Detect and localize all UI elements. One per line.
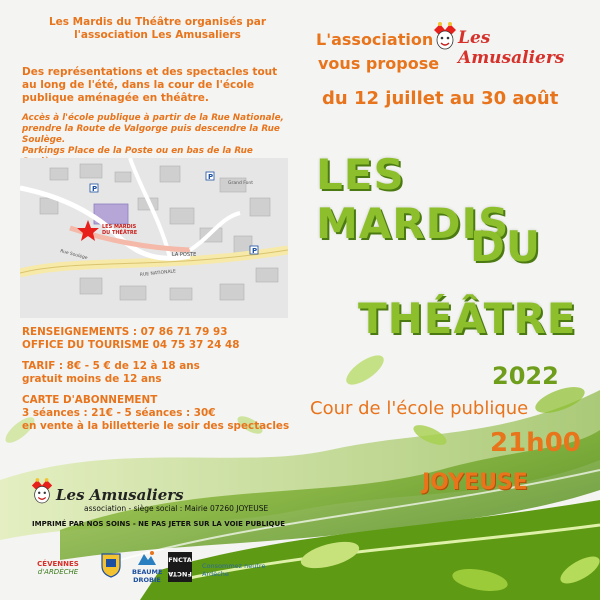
footer-brand: Les Amusaliers [56, 486, 184, 504]
beaume-line-1: BEAUME [132, 568, 163, 576]
cevennes-line-2: d'ARDÈCHE [37, 568, 79, 576]
consume-line-2: Ardèche [202, 570, 229, 578]
event-time: 21h00 [490, 428, 581, 458]
jester-mask-icon [432, 22, 458, 50]
parking-label-2: P [208, 173, 214, 181]
access-line-1: Accès à l'école publique à partir de la Rue Nationale, [22, 113, 284, 123]
parking-icon [206, 172, 214, 181]
print-notice: IMPRIMÉ PAR NOS SOINS - NE PAS JETER SUR LA VOIE PUBLIQUE [32, 520, 285, 528]
map-street-nationale: RUE NATIONALE [139, 269, 177, 278]
phone-renseignements: RENSEIGNEMENTS : 07 86 71 79 93 [22, 326, 228, 338]
info-block [22, 326, 292, 433]
footer-address: association - siège social : Mairie 07260 JOYEUSE [84, 504, 269, 513]
title-line-1: LES MARDIS [316, 150, 510, 248]
carte-prices: 3 séances : 21€ - 5 séances : 30€ [22, 407, 216, 419]
propose-text: vous propose [318, 54, 440, 73]
intro-line-1: Les Mardis du Théâtre organisés par [48, 16, 267, 28]
beaume-drobie-icon [137, 550, 157, 566]
map-venue-label-1: LES MARDIS [102, 224, 137, 230]
fncta-logo [168, 552, 192, 582]
map-venue-label-2: DU THÉÂTRE [102, 230, 138, 236]
map-poste-label: LA POSTE [172, 252, 197, 258]
gratuit-line: gratuit moins de 12 ans [22, 373, 162, 385]
intro-line-2: l'association Les Amusaliers [74, 29, 241, 41]
fncta-line-2: FNCTA [168, 570, 192, 578]
event-dates: du 12 juillet au 30 août [322, 88, 559, 109]
event-year: 2022 [492, 362, 559, 390]
association-prefix: L'association [316, 30, 434, 49]
association-brand: Les Amusaliers [458, 28, 565, 68]
parking-label-1: P [92, 185, 98, 193]
crest-icon [100, 552, 122, 578]
phone-office-tourisme: OFFICE DU TOURISME 04 75 37 24 48 [22, 339, 240, 351]
fncta-line-1: FNCTA [168, 556, 192, 564]
cevennes-line-1: CÉVENNES [37, 560, 79, 568]
map-street-soulege: Rue Soulège [59, 249, 88, 262]
access-line-3: Parkings Place de la Poste ou en bas de la Rue [22, 146, 253, 156]
parking-label-3: P [252, 247, 258, 255]
event-town: JOYEUSE [422, 470, 528, 495]
parking-icon [250, 246, 258, 255]
description-text: Des représentations et des spectacles tout au long de l'été, dans la cour de l'école publique aménagée en théâtre. [22, 66, 278, 104]
footer-jester-icon [30, 478, 54, 504]
tarif-line: TARIF : 8€ - 5 € de 12 à 18 ans [22, 360, 200, 372]
map-drawing [20, 158, 288, 318]
consume-line-1: Consommez neutre [202, 562, 266, 570]
map-street-grandfont: Grand Font [228, 181, 254, 186]
carte-title: CARTE D'ABONNEMENT [22, 394, 158, 406]
title-line-3: THÉÂTRE [358, 294, 577, 343]
beaume-drobie-logo [132, 550, 162, 584]
cevennes-logo [34, 560, 82, 576]
title-line-2: DU [470, 222, 541, 271]
consume-neutral-logo [202, 562, 268, 578]
location-map [20, 158, 288, 318]
intro-text [30, 16, 285, 42]
access-line-2: prendre la Route de Valgorge puis descendre la Rue Soulège. [22, 124, 280, 145]
parking-icon [90, 184, 98, 193]
carte-note: en vente à la billetterie le soir des spectacles [22, 420, 290, 432]
event-venue: Cour de l'école publique [310, 398, 529, 419]
beaume-line-2: DROBIE [133, 576, 161, 584]
